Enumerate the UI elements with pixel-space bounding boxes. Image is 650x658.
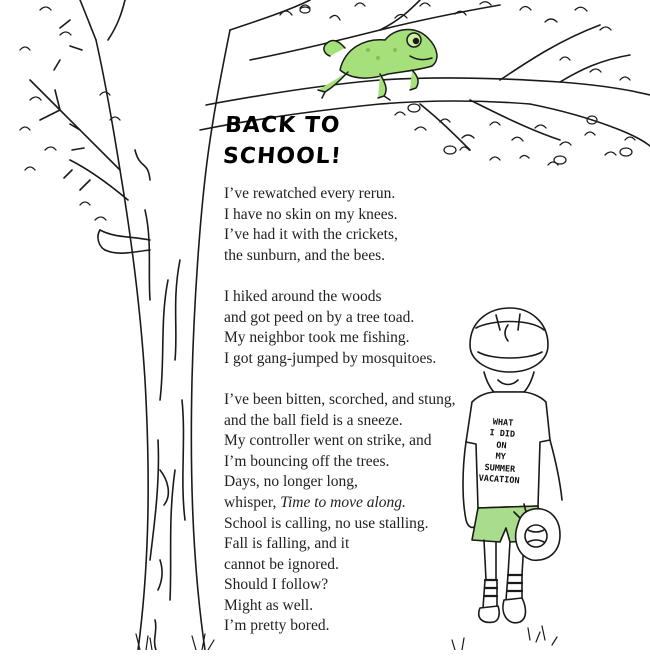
poem-line: and the ball field is a sneeze.	[224, 411, 403, 429]
poem-line: Might as well.	[224, 596, 314, 614]
poem-line: I’ve rewatched every rerun.	[224, 185, 396, 202]
shirt-line: I DID	[489, 428, 516, 441]
poem-line: I’ve had it with the crickets,	[224, 226, 398, 244]
stanza-1	[224, 184, 474, 266]
poem-line: I have no skin on my knees.	[224, 205, 398, 223]
poem-line: I got gang-jumped by mosquitoes.	[224, 349, 437, 367]
poem	[224, 184, 474, 658]
stanza-2	[224, 287, 474, 369]
poem-line: Fall is falling, and it	[224, 535, 350, 553]
shirt-line: SUMMER	[484, 462, 516, 475]
poem-line: My controller went on strike, and	[224, 432, 432, 450]
poem-line-prefix: whisper,	[224, 493, 281, 511]
stanza-3	[224, 390, 474, 637]
poem-line: I hiked around the woods	[224, 287, 382, 305]
shirt-line: ON	[495, 440, 507, 452]
shirt-line: VACATION	[478, 473, 520, 487]
italic-phrase: Time to move along.	[280, 493, 406, 511]
poem-line: Should I follow?	[224, 576, 329, 594]
shirt-text	[467, 416, 536, 489]
shirt-line: MY	[495, 451, 507, 463]
title-line-1: BACK TO	[224, 113, 342, 138]
shirt-line: WHAT	[492, 417, 514, 429]
title-line-2: SCHOOL!	[222, 144, 343, 169]
poem-line: My neighbor took me fishing.	[224, 329, 410, 347]
poem-line: Days, no longer long,	[224, 473, 358, 491]
poem-line: the sunburn, and the bees.	[224, 246, 385, 264]
poem-line: School is calling, no use stalling.	[224, 514, 429, 532]
poem-line: I’m bouncing off the trees.	[224, 452, 390, 470]
poem-line: I’m pretty bored.	[224, 617, 330, 635]
poem-line-with-italic	[224, 493, 474, 514]
poem-line: I’ve been bitten, scorched, and stung,	[224, 390, 456, 408]
poem-line: cannot be ignored.	[224, 555, 339, 573]
poem-line: and got peed on by a tree toad.	[224, 308, 415, 326]
page-title	[222, 110, 406, 172]
